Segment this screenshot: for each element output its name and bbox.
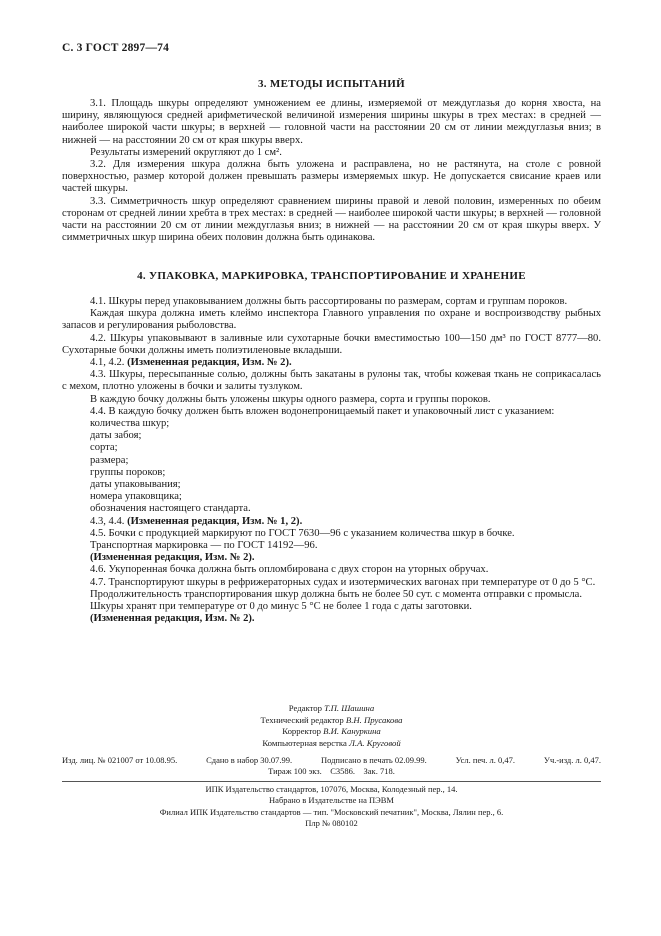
imprint-line-1 bbox=[62, 755, 601, 766]
edition-code: С3586. bbox=[330, 766, 356, 776]
paragraph-4-5: 4.5. Бочки с продукцией маркируют по ГОСТ 7630—96 с указанием количества шкур в бочке. bbox=[90, 527, 515, 539]
credit-name: Т.П. Шашина bbox=[324, 703, 375, 713]
paragraph-3-3: 3.3. Симметричность шкур определяют сравнением ширины правой и левой половин, измеренных по обеим сторонам от средней линии хребта в трех местах: в средней — наиболее широкой части шкуры; в верхней — головной части на расстоянии 20 см от линии междуглазья вниз; в нижней — на расстоянии 20 см от края шкуры вверх. У симметричных шкур ширина обеих половин должна быть одинакова. bbox=[62, 195, 601, 244]
license-number: Изд. лиц. № 021007 от 10.08.95. bbox=[62, 755, 178, 765]
plr-number: Плр № 080102 bbox=[305, 817, 358, 828]
printing-house: Филиал ИПК Издательство стандартов — тип. "Московский печатник", Москва, Лялин пер., 6. bbox=[159, 806, 504, 817]
amendment-note: (Измененная редакция, Изм. № 2). bbox=[90, 552, 255, 564]
amendment-ref: 4.3, 4.4. bbox=[90, 515, 128, 527]
amendment-4-1-4-2 bbox=[62, 357, 601, 369]
credit-layout bbox=[62, 738, 601, 750]
list-item: даты упаковывания; bbox=[90, 479, 181, 491]
print-run: Тираж 100 экз. bbox=[268, 766, 322, 776]
paragraph-4-7: 4.7. Транспортируют шкуры в рефрижераторных судах и изотермических вагонах при температуре от 0 до 5 °С. bbox=[90, 576, 596, 588]
print-imprint bbox=[62, 755, 601, 777]
section-4-body bbox=[62, 296, 601, 625]
list-item: сорта; bbox=[90, 442, 118, 454]
divider bbox=[62, 781, 601, 782]
amendment-note: (Измененная редакция, Изм. № 2). bbox=[90, 613, 255, 625]
paragraph-4-1-stamp: Каждая шкура должна иметь клеймо инспектора Главного управления по охране и воспроизводству рыбных запасов и регулирования рыболовства. bbox=[62, 308, 601, 332]
list-item: номера упаковщика; bbox=[90, 491, 182, 503]
paragraph-4-3-sorting: В каждую бочку должны быть уложены шкуры одного размера, сорта и группы пороков. bbox=[90, 393, 491, 405]
typeset-date: Сдано в набор 30.07.99. bbox=[206, 755, 293, 765]
credit-proofreader bbox=[62, 726, 601, 738]
section-3-title: 3. МЕТОДЫ ИСПЫТАНИЙ bbox=[258, 78, 405, 90]
paragraph-3-1-result: Результаты измерений округляют до 1 см². bbox=[90, 146, 282, 158]
credit-role: Корректор bbox=[282, 726, 324, 736]
amendment-note: (Измененная редакция, Изм. № 2). bbox=[127, 357, 292, 369]
credit-role: Технический редактор bbox=[260, 714, 346, 725]
paragraph-4-3: 4.3. Шкуры, пересыпанные солью, должны быть закатаны в рулоны так, чтобы кожевая ткань не соприкасалась с мехом, плотно уложены в бочки и залиты тузлуком. bbox=[62, 369, 601, 393]
paragraph-4-6: 4.6. Укупоренная бочка должна быть опломбирована с двух сторон на уторных обручах. bbox=[90, 564, 489, 576]
list-item: размера; bbox=[90, 454, 129, 466]
publisher-sheets: Уч.-изд. л. 0,47. bbox=[543, 755, 601, 765]
paragraph-4-4: 4.4. В каждую бочку должен быть вложен водонепроницаемый пакет и упаковочный лист с указанием: bbox=[90, 405, 555, 417]
list-item: группы пороков; bbox=[90, 466, 166, 478]
amendment-note: (Измененная редакция, Изм. № 1, 2). bbox=[127, 515, 303, 527]
list-item: даты забоя; bbox=[90, 430, 142, 442]
publisher-address: ИПК Издательство стандартов, 107076, Москва, Колодезный пер., 14. bbox=[205, 784, 458, 794]
paragraph-3-1: 3.1. Площадь шкуры определяют умножением ее длины, измеряемой от междуглазья до корня хвоста, на ширину, являющуюся средней арифметической величиной измерения ширины шкуры в трех местах: в средней — наиболее широкой части шкуры; в верхней — головной части на расстоянии 20 см от линии междуглазья вниз; в нижней — на расстоянии 20 см от края шкуры вверх. bbox=[62, 98, 601, 146]
credit-role: Редактор bbox=[288, 703, 325, 713]
signed-date: Подписано в печать 02.09.99. bbox=[320, 755, 427, 765]
page-header: С. 3 ГОСТ 2897—74 bbox=[62, 42, 170, 54]
amendment-ref: 4.1, 4.2. bbox=[90, 357, 128, 369]
editorial-credits bbox=[62, 703, 601, 749]
section-3-body bbox=[62, 98, 601, 244]
imprint-line-2 bbox=[62, 766, 601, 777]
credit-name: Л.А. Круговой bbox=[349, 737, 401, 748]
paragraph-storage: Шкуры хранят при температуре от 0 до минус 5 °С не более 1 года с даты заготовки. bbox=[90, 601, 472, 613]
amendment-4-3-4-4 bbox=[62, 516, 601, 528]
paragraph-4-2: 4.2. Шкуры упаковывают в заливные или сухотарные бочки вместимостью 100—150 дм³ по ГОСТ 8777—80. Сухотарные бочки должны иметь полиэтиленовые вкладыши. bbox=[62, 332, 601, 356]
paragraph-transport-duration: Продолжительность транспортирования шкур должна быть не более 50 сут. с момента отправки с промысла. bbox=[90, 588, 582, 600]
credit-role: Компьютерная верстка bbox=[262, 737, 350, 748]
publisher-info bbox=[62, 784, 601, 829]
credit-name: В.И. Кануркина bbox=[323, 726, 381, 736]
paragraph-4-1: 4.1. Шкуры перед упаковыванием должны быть рассортированы по размерам, сортам и группам пороков. bbox=[90, 296, 568, 307]
typeset-note: Набрано в Издательстве на ПЭВМ bbox=[269, 795, 394, 806]
credit-tech-editor bbox=[62, 715, 601, 727]
order-number: Зак. 718. bbox=[363, 766, 395, 776]
paragraph-3-2: 3.2. Для измерения шкура должна быть уложена и расправлена, но не растянута, на столе с ровной поверхностью, размер которой должен превышать размеры измеряемых шкур. Не допускается свисание краев или частей шкуры. bbox=[62, 159, 601, 195]
section-4-title: 4. УПАКОВКА, МАРКИРОВКА, ТРАНСПОРТИРОВАНИЕ И ХРАНЕНИЕ bbox=[137, 270, 526, 282]
list-item: количества шкур; bbox=[90, 418, 170, 430]
print-sheets: Усл. печ. л. 0,47. bbox=[455, 755, 516, 765]
list-item: обозначения настоящего стандарта. bbox=[90, 503, 251, 515]
paragraph-transport-marking: Транспортная маркировка — по ГОСТ 14192—96. bbox=[90, 540, 318, 552]
credit-editor bbox=[62, 703, 601, 715]
credit-name: В.Н. Прусакова bbox=[345, 714, 403, 725]
